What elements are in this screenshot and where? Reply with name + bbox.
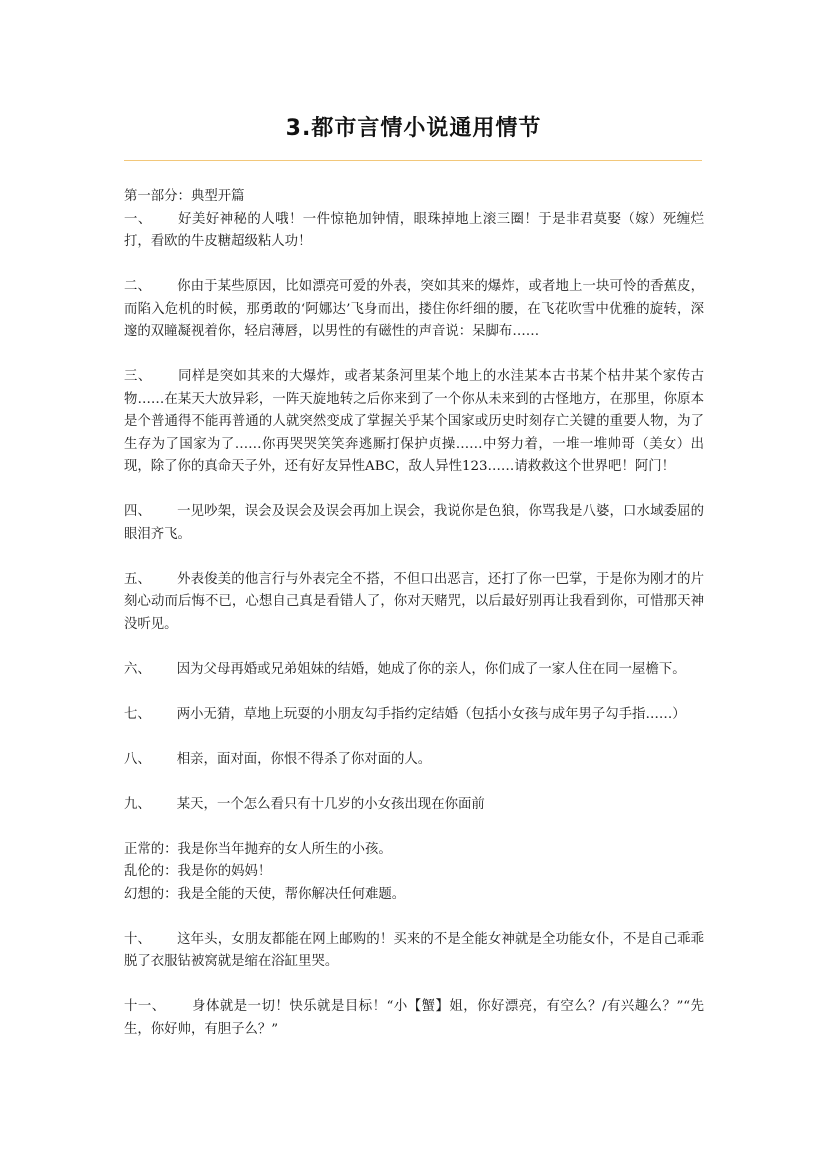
page-title: 3.都市言情小说通用情节 [285, 116, 542, 141]
item-text: 某天，一个怎么看只有十几岁的小女孩出现在你面前 [176, 796, 485, 812]
item-number: 四、 [124, 504, 152, 519]
list-item [124, 996, 704, 1041]
sub-line: 幻想的：我是全能的天使，帮你解决任何难题。 [124, 886, 406, 902]
item-number: 二、 [124, 279, 152, 294]
sub-line: 正常的：我是你当年抛弃的女人所生的小孩。 [124, 841, 392, 857]
item-number: 九、 [124, 796, 151, 812]
item-text: 因为父母再婚或兄弟姐妹的结婚，她成了你的亲人，你们成了一家人住在同一屋檐下。 [176, 661, 686, 677]
item-number: 八、 [124, 751, 151, 767]
item-text: 外表俊美的他言行与外表完全不搭，不但口出恶言，还打了你一巴掌，于是你为刚才的片刻心动而后悔不已，心想自己真是看错人了，你对天赌咒，以后最好别再让我看到你，可惜那天神没听见。 [124, 571, 705, 632]
item-number: 五、 [124, 571, 152, 587]
item-text: 一见吵架，误会及误会及误会再加上误会，我说你是色狼，你骂我是八婆，口水域委屈的眼泪齐飞。 [124, 504, 705, 542]
item-number: 七、 [124, 706, 151, 722]
list-item [124, 501, 704, 546]
list-item [124, 794, 704, 817]
item-number: 十、 [124, 931, 152, 947]
item-number: 六、 [124, 661, 151, 677]
item-text: 你由于某些原因，比如漂亮可爱的外表，突如其来的爆炸，或者地上一块可怜的香蕉皮，而陷入危机的时候，那勇敢的‘阿娜达’飞身而出，搂住你纤细的腰，在飞花吹雪中优雅的旋转，深邃的双瞳凝视着你，轻启薄唇，以男性的有磁性的声音说：呆脚布…… [124, 279, 705, 339]
list-item [124, 276, 704, 344]
list-item [124, 704, 704, 727]
document-body [124, 186, 704, 1041]
item-text: 相亲，面对面，你恨不得杀了你对面的人。 [176, 751, 432, 767]
list-item [124, 209, 704, 254]
item-number: 一、 [124, 211, 152, 227]
list-item [124, 929, 704, 974]
item-text: 两小无猜，草地上玩耍的小朋友勾手指约定结婚（包括小女孩与成年男子勾手指……） [176, 706, 686, 722]
list-item [124, 749, 704, 772]
list-item [124, 659, 704, 682]
item-text: 好美好神秘的人哦！一件惊艳加钟情，眼珠掉地上滚三圈！于是非君莫娶（嫁）死缠烂打，看欧的牛皮糖超级粘人功！ [124, 211, 705, 249]
title-divider [124, 160, 702, 161]
item-text: 身体就是一切！快乐就是目标！“小【蟹】姐，你好漂亮，有空么？/有兴趣么？”“先生，你好帅，有胆子么？” [124, 999, 705, 1037]
section-heading: 第一部分：典型开篇 [124, 189, 245, 204]
item-number: 三、 [124, 369, 152, 384]
list-item [124, 569, 704, 637]
list-item [124, 366, 704, 479]
sub-line: 乱伦的：我是你的妈妈！ [124, 864, 272, 879]
item-text: 同样是突如其来的大爆炸，或者某条河里某个地上的水洼某本古书某个枯井某个家传古物……在某天大放异彩，一阵天旋地转之后你来到了一个你从未来到的古怪地方，在那里，你原本是个普通得不能再普通的人就突然变成了掌握关乎某个国家或历史时刻存亡关键的重要人物，为了生存为了国家为了……你再哭哭笑笑奔逃厮打保护贞操……中努力着，一堆一堆帅哥（美女）出现，除了你的真命天子外，还有好友异性ABC，敌人异性123……请救救这个世界吧！阿门！ [124, 369, 705, 474]
item-number: 十一、 [124, 999, 166, 1014]
item-text: 这年头，女朋友都能在网上邮购的！买来的不是全能女神就是全功能女仆，不是自己乖乖脱了衣服钻被窝就是缩在浴缸里哭。 [124, 931, 705, 969]
